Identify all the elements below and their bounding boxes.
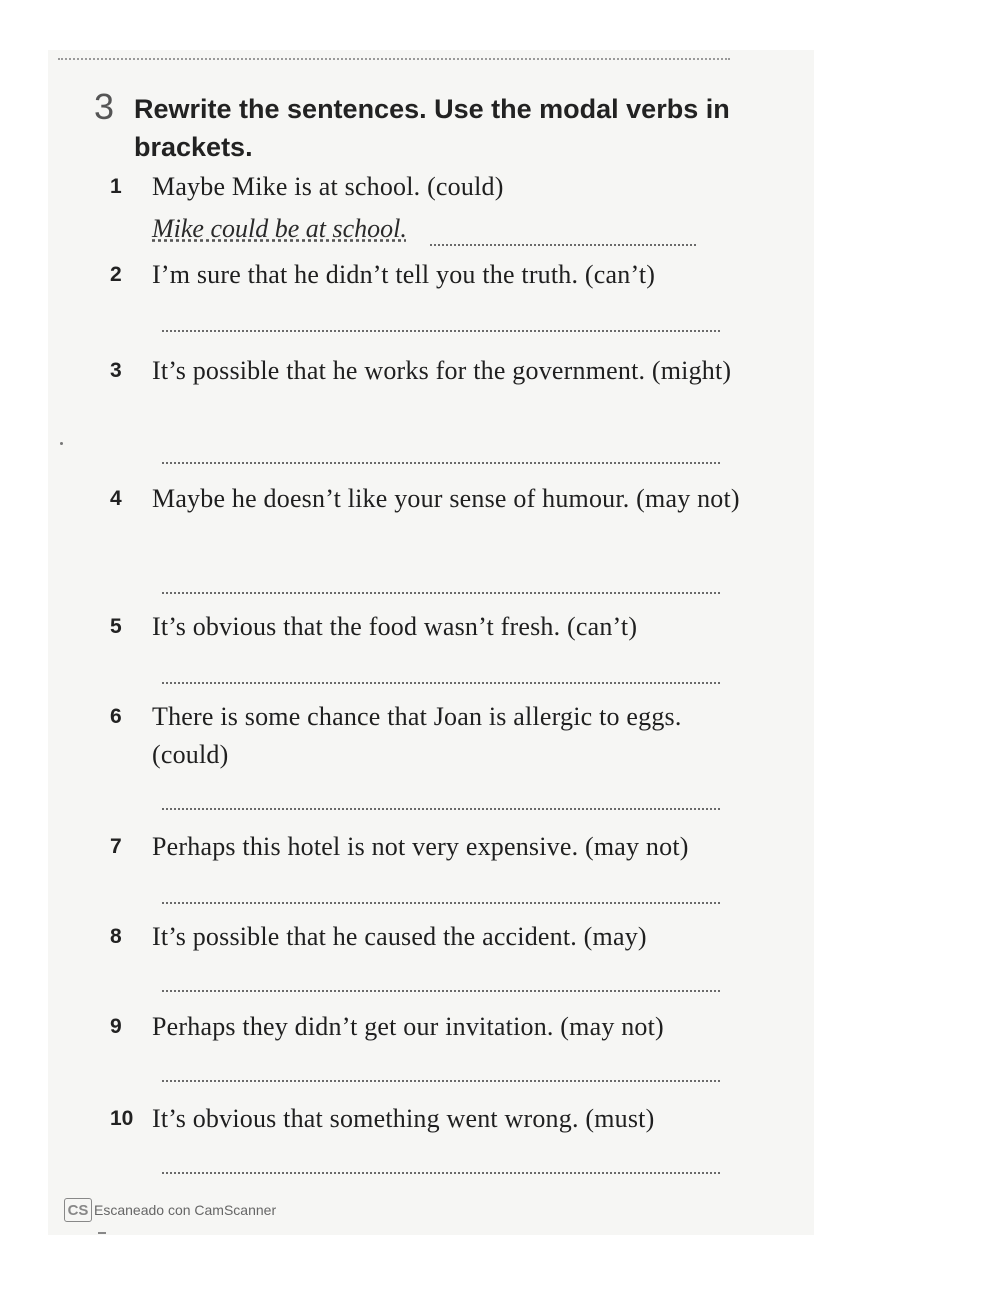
answer-line[interactable] — [162, 592, 720, 594]
item-number: 5 — [110, 615, 122, 638]
item-number: 3 — [110, 359, 122, 382]
answer-line[interactable] — [162, 330, 720, 332]
answer-line[interactable] — [162, 1080, 720, 1082]
exercise-instructions: Rewrite the sentences. Use the modal verbs in brackets. — [134, 94, 730, 162]
answer-line[interactable] — [162, 682, 720, 684]
item-number: 9 — [110, 1015, 122, 1038]
top-dotted-rule — [58, 58, 730, 60]
item-prompt: It’s possible that he works for the government. (might) — [152, 356, 732, 385]
item-prompt: It’s obvious that the food wasn’t fresh. (can’t) — [152, 612, 638, 641]
item-number: 10 — [110, 1107, 134, 1130]
item-prompt: It’s obvious that something went wrong. (must) — [152, 1104, 655, 1133]
item-prompt: Perhaps this hotel is not very expensive. (may not) — [152, 832, 689, 861]
item-number: 1 — [110, 175, 122, 198]
answer-line[interactable] — [162, 462, 720, 464]
item-answer-handwritten[interactable]: Mike could be at school. — [152, 214, 407, 243]
item-number: 7 — [110, 835, 122, 858]
item-number: 4 — [110, 487, 122, 510]
answer-line[interactable] — [430, 244, 696, 246]
camscanner-logo-icon: CS — [64, 1198, 92, 1222]
exercise-number: 3 — [94, 86, 115, 127]
answer-line[interactable] — [162, 808, 720, 810]
item-number: 2 — [110, 263, 122, 286]
answer-line[interactable] — [162, 1172, 720, 1174]
scanner-watermark — [64, 1198, 276, 1222]
item-prompt: Maybe he doesn’t like your sense of humour. (may not) — [152, 484, 740, 513]
answer-line[interactable] — [162, 902, 720, 904]
item-number: 8 — [110, 925, 122, 948]
answer-line[interactable] — [162, 990, 720, 992]
item-prompt: It’s possible that he caused the accident. (may) — [152, 922, 647, 951]
item-prompt: Maybe Mike is at school. (could) — [152, 172, 504, 201]
scan-dash-mark — [98, 1232, 106, 1234]
item-number: 6 — [110, 705, 122, 728]
item-prompt: There is some chance that Joan is allergic to eggs. (could) — [152, 702, 682, 769]
scan-speck — [60, 442, 63, 445]
item-prompt: Perhaps they didn’t get our invitation. (may not) — [152, 1012, 664, 1041]
watermark-text: Escaneado con CamScanner — [94, 1202, 277, 1218]
item-prompt: I’m sure that he didn’t tell you the truth. (can’t) — [152, 260, 656, 289]
